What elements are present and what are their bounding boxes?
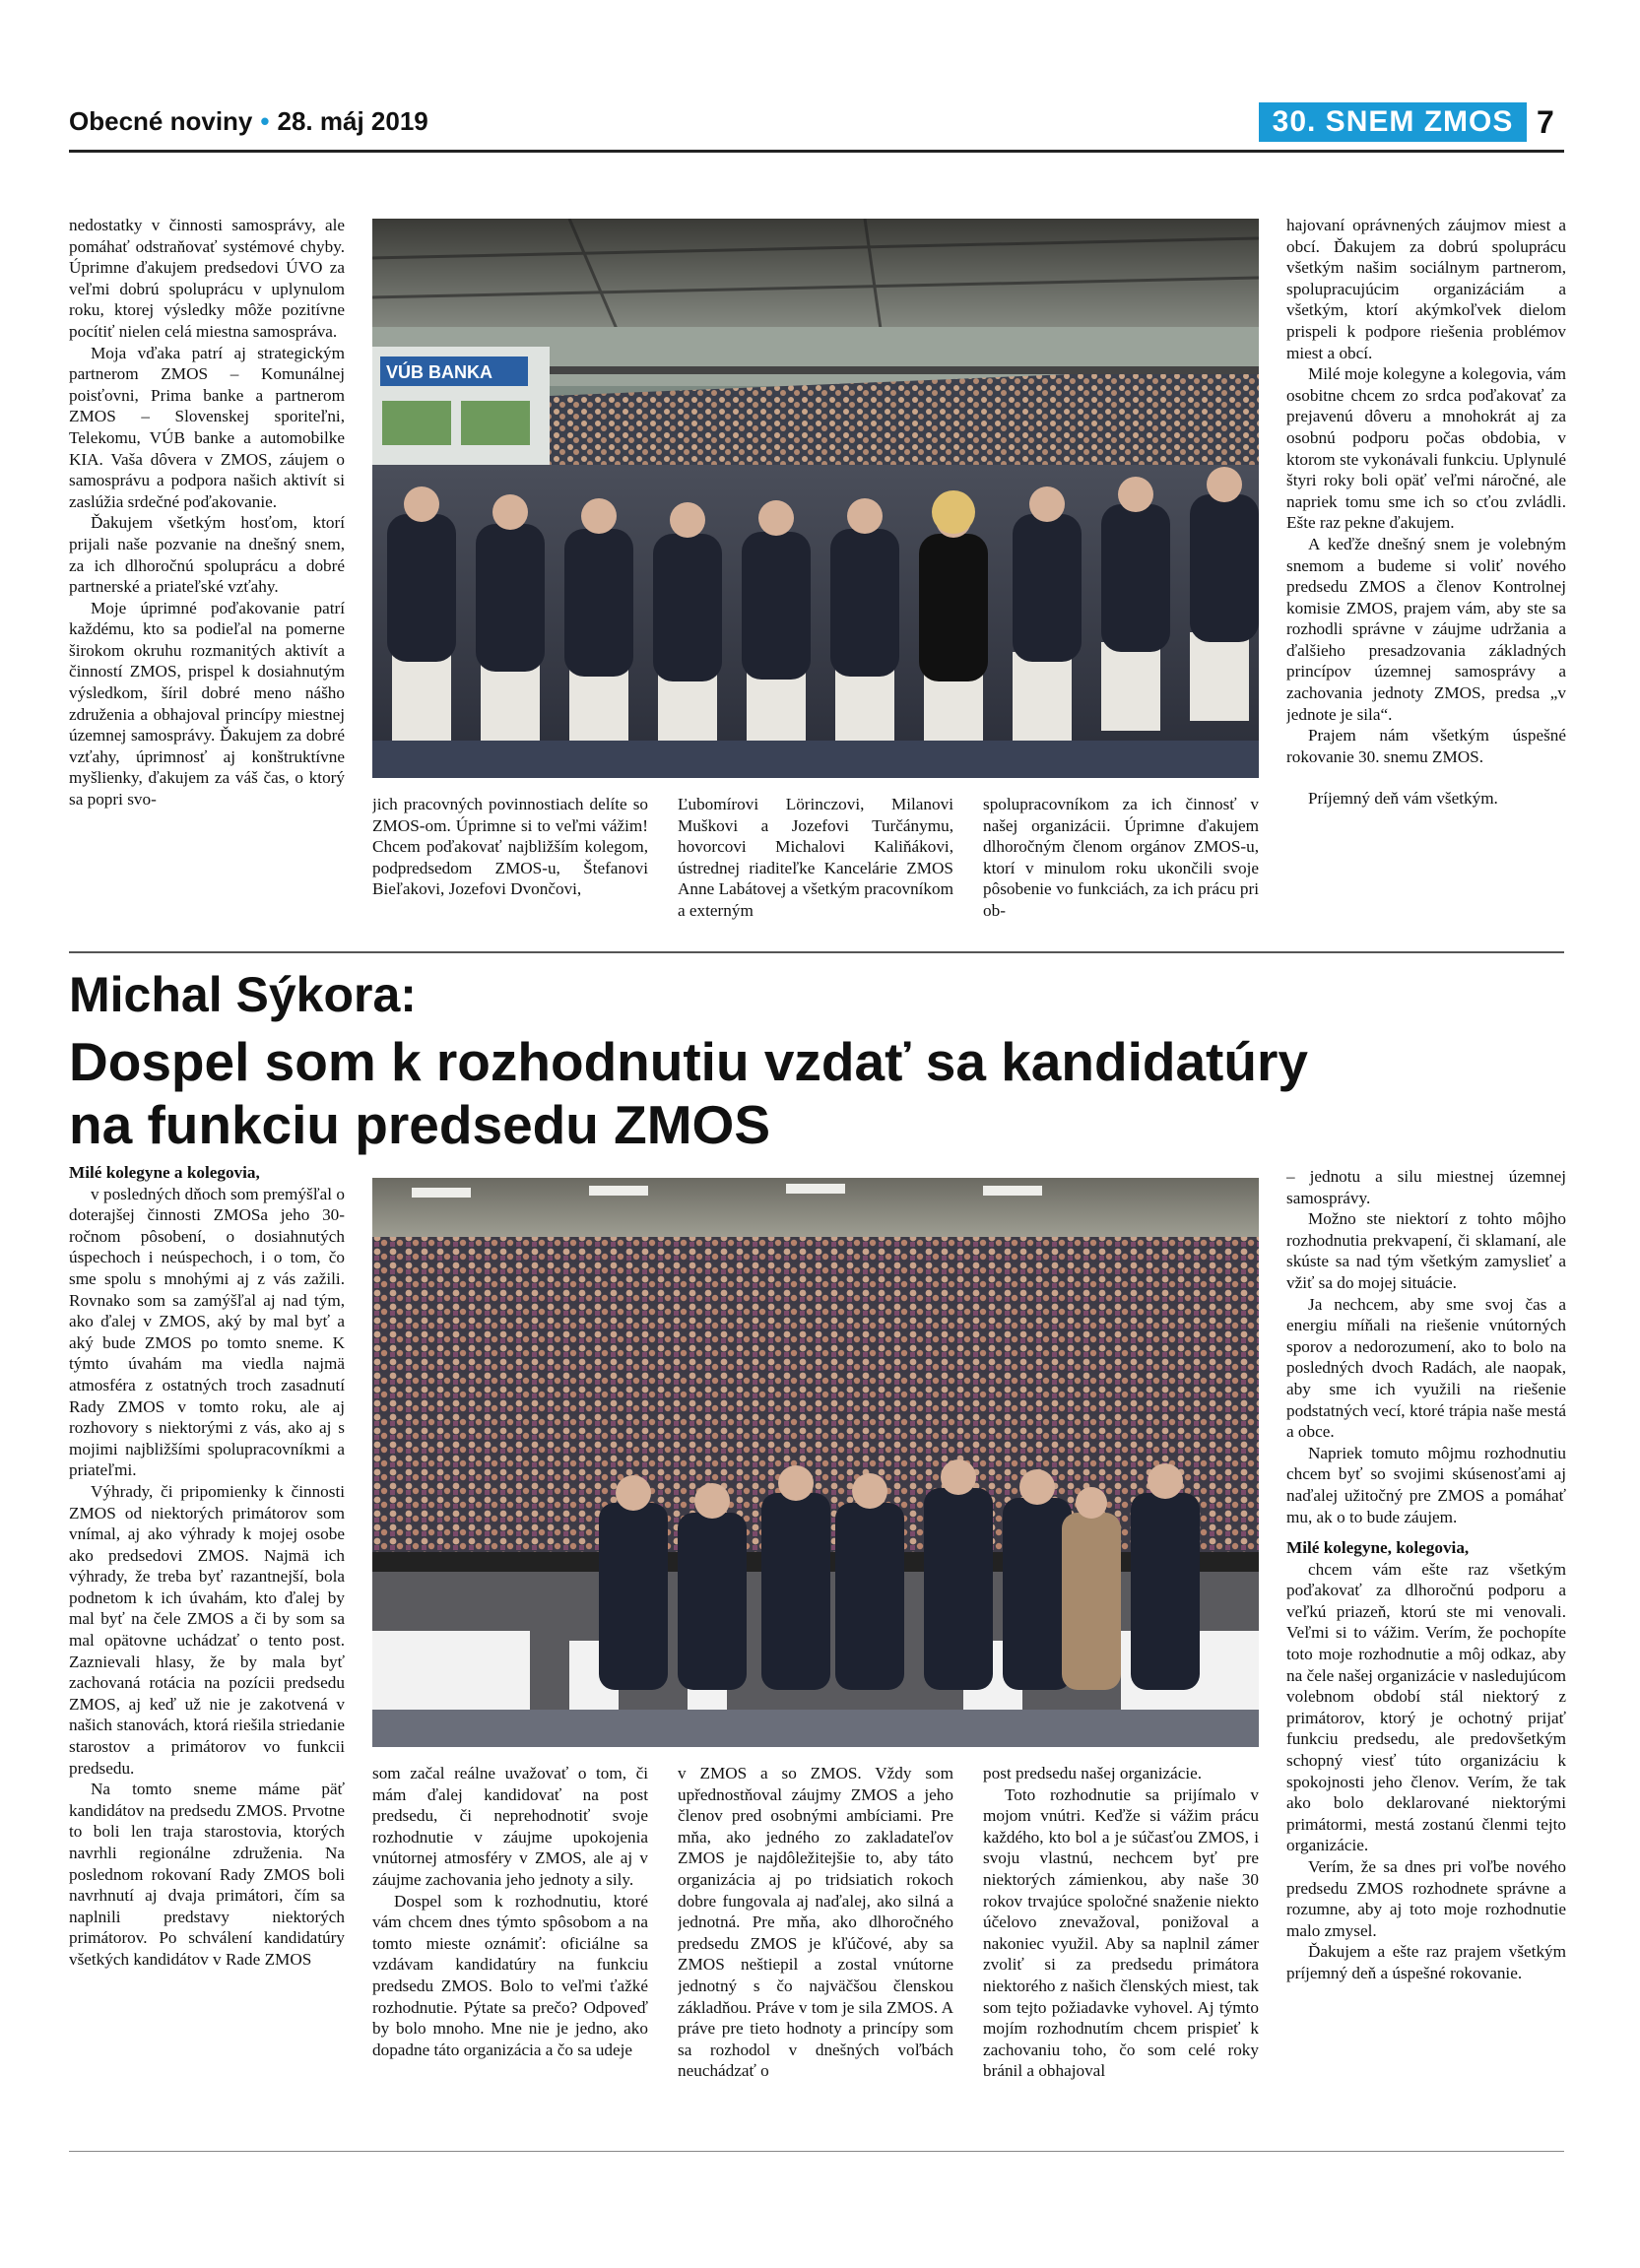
paragraph: jich pracovných povinnostiach delíte so ZMOS-om. Úprimne si to veľmi vážim! Chcem poďakovať najbližším kolegom, podpredsedom ZMOS-u, Štefanovi Bieľakovi, Jozefovi Dvončovi,: [372, 795, 648, 899]
article2-col-1: [69, 1162, 345, 2147]
article-headline: [69, 1030, 1546, 1156]
paragraph: hajovaní oprávnených záujmov miest a obcí. Ďakujem za dobrú spoluprácu všetkým našim sociálnym partnerom, spolupracujúcim organizáciám a všetkým, ktorí akýmkoľvek dielom prispeli k podpore riešenia problémov miest a obcí.: [1286, 216, 1566, 362]
newspaper-name: Obecné noviny: [69, 106, 253, 136]
paragraph: Moja vďaka patrí aj strategickým partnerom ZMOS – Komunálnej poisťovni, Prima banke a partnerom ZMOS – Slovenskej sporiteľni, Telekomu, VÚB banke a automobilke KIA. Vaša dôvera v ZMOS, záujem o samosprávu a podpora našich aktivít si zaslúžia srdečné poďakovanie.: [69, 343, 345, 511]
paragraph: Ďakujem všetkým hosťom, ktorí prijali naše pozvanie na dnešný snem, za ich dlhoročnú spoluprácu a dobré partnerské a priateľské vzťahy.: [69, 513, 345, 597]
issue-date: 28. máj 2019: [277, 106, 428, 136]
top-article-col-4: [983, 794, 1259, 946]
article2-col-5: [1286, 1166, 1566, 2141]
paragraph: Napriek tomuto môjmu rozhodnutiu chcem byť so svojimi skúsenosťami aj naďalej užitočný pre ZMOS a pomáhať mu, ak o to bude záujem.: [1286, 1443, 1566, 1526]
paragraph: Dospel som k rozhodnutiu, ktoré vám chcem dnes týmto spôsobom a na tomto mieste oznámiť: oficiálne sa vzdávam kandidatúry na funkciu predsedu ZMOS. Bolo to veľmi ťažké rozhodnutie. Pýtate sa prečo? Odpoveď by bolo mnoho. Mne nie je jedno, ako dopadne táto organizácia a čo sa udeje: [372, 1891, 648, 2059]
paragraph: som začal reálne uvažovať o tom, či mám ďalej kandidovať na post predsedu, či neprehodnotiť svoje rozhodnutie v záujme upokojenia vnútornej atmosféry v ZMOS, ale aj v záujme zachovania jeho jednoty a sily.: [372, 1764, 648, 1889]
header-rule: [69, 150, 1564, 153]
paragraph: Toto rozhodnutie sa prijímalo v mojom vnútri. Keďže si vážim prácu každého, kto bol a je súčasťou ZMOS, i svoju vlastnú, nechcem byť pre niektorých zámienkou, aby naše 30 rokov trvajúce spoločné snaženie niekto účelovo znevažoval, ponižoval a nakoniec využil. Aby sa naplnil zámer zvoliť si za predsedu primátora niektorého z našich členských miest, tak som tejto požiadavke vyhovel. Aj týmto mojím rozhodnutím chcem prispieť k zachovaniu toho, čo som celé roky bránil a obhajoval: [983, 1784, 1259, 2081]
paragraph: – jednotu a silu miestnej územnej samosprávy.: [1286, 1167, 1566, 1207]
bullet-separator: •: [260, 106, 270, 136]
salutation: Milé kolegyne, kolegovia,: [1286, 1538, 1470, 1558]
article-kicker: Michal Sýkora:: [69, 967, 417, 1022]
paragraph: post predsedu našej organizácie.: [983, 1764, 1203, 1782]
paragraph: A keďže dnešný snem je volebným snemom a budeme si voliť nového predsedu ZMOS a členov Kontrolnej komisie ZMOS, prajem vám, aby ste sa rozhodli správne v záujme udržania a ďalšieho presadzovania základných princípov územnej samosprávy a zachovania jednoty ZMOS, predsa „v jednote je sila“.: [1286, 534, 1566, 724]
footer-rule: [69, 2151, 1564, 2152]
paragraph: v ZMOS a so ZMOS. Vždy som upřednostňoval záujmy ZMOS a jeho členov pred osobnými ambíciami. Pre mňa, ako jedného zo zakladateľov ZMOS je najdôležitejšie to, aby táto organizácia aj po tridsiatich rokoch dobre fungovala aj naďalej, ako silná a jednotná. Pre mňa, ako dlhoročného predsedu ZMOS je kľúčové, aby sa ZMOS neštiepil a zostal vnútorne jednotný s čo najväčšou členskou základňou. Práve v tom je sila ZMOS. A práve pre tieto hodnoty a princípy som sa rozhodol v dnešných voľbách neuchádzať o: [678, 1764, 953, 2081]
top-article-col-2: [372, 794, 648, 946]
running-header: [69, 106, 428, 137]
conference-audience-photo: [372, 219, 1259, 778]
paragraph: Výhrady, či pripomienky k činnosti ZMOS od niektorých primátorov som vnímal, aj ako výhrady k mojej osobe ako predsedovi ZMOS. Najmä ich výhrady, že treba byť razantnejší, bola podnetom k ich úvahám, kto ďalej by mal byť na čele ZMOS a či by som sa mal opätovne uchádzať o tento post. Zaznievali hlasy, že by mala byť zachovaná rotácia na pozícii predsedu ZMOS, aj keď už nie je zakotvená v našich stanovách, ktorá riešila striedanie starostov a primátorov vo funkcii predsedu.: [69, 1481, 345, 1778]
article2-col-3: [678, 1763, 953, 2137]
paragraph: v posledných dňoch som premýšľal o doterajšej činnosti ZMOSa jeho 30-ročnom pôsobení, o dosiahnutých úspechoch i neúspechoch, i o tom, čo sme spolu s mnohými aj z vás zažili. Rovnako som sa zamýšľal aj nad tým, ako ďalej v ZMOS, aký by mal byť a aký bude ZMOS po tomto sneme. K týmto úvahám ma viedla najmä atmosféra z ostatných troch zasadnutí Rady ZMOS v tomto roku, ale aj rozhovory s niektorými z vás, ako aj s mojimi najbližšími spolupracovníkmi a priateľmi.: [69, 1184, 345, 1480]
page-number: 7: [1537, 104, 1554, 140]
paragraph: Milé moje kolegyne a kolegovia, vám osobitne chcem zo srdca poďakovať za prejavenú dôveru a mnohokrát aj za osobnú podporu počas obdobia, v ktorom ste vykonávali funkciu. Uplynulé štyri roky boli opäť veľmi náročné, ale napriek tomu sme ich so cťou zvládli. Ešte raz pekne ďakujem.: [1286, 364, 1566, 533]
salutation: Milé kolegyne a kolegovia,: [69, 1163, 260, 1182]
section-tag: 30. SNEM ZMOS: [1259, 102, 1527, 142]
paragraph: nedostatky v činnosti samosprávy, ale pomáhať odstraňovať systémové chyby. Úprimne ďakujem predsedovi ÚVO za veľmi dobrú spoluprácu v uplynulom roku, ktorej výsledky môže pozitívne pocítiť nielen celá miestna samospráva.: [69, 216, 345, 341]
headline-line-2: na funkciu predsedu ZMOS: [69, 1094, 771, 1155]
paragraph: chcem vám ešte raz všetkým poďakovať za dlhoročnú podporu a veľkú priazeň, ktorú ste mi venovali. Veľmi si to vážim. Verím, že pochopíte toto moje rozhodnutie a môj odkaz, aby na čele našej organizácie v nasledujúcom volebnom období stál niektorý z primátorov, ktorý je ochotný prijať funkciu predsedu, ale predovšetkým schopný viesť túto organizáciu k spokojnosti jeho členov. Verím, že tak ako bolo deklarované niektorými primátormi, mestá zostanú členmi tejto organizácie.: [1286, 1559, 1566, 1855]
section-divider: [69, 951, 1564, 953]
paragraph: spolupracovníkom za ich činnosť v našej organizácii. Úprimne ďakujem dlhoročným členom orgánov ZMOS-u, ktorí v minulom roku ukončili svoje pôsobenie vo funkciách, za ich prácu pri ob-: [983, 795, 1259, 920]
paragraph: Ľubomírovi Lörinczovi, Milanovi Muškovi a Jozefovi Turčánymu, hovorcovi Michalovi Kaliňákovi, ústrednej riaditeľke Kancelárie ZMOS Anne Labátovej a všetkým pracovníkom a externým: [678, 795, 953, 920]
paragraph: Možno ste niektorí z tohto môjho rozhodnutia prekvapení, či sklamaní, ale skúste sa nad tým všetkým zamyslieť a vžiť sa do mojej situácie.: [1286, 1209, 1566, 1292]
paragraph: Moje úprimné poďakovanie patrí každému, kto sa podieľal na pomerne širokom okruhu rozmanitých aktivít a činností ZMOS, prispel k dosiahnutým výsledkom, šíril dobré meno nášho združenia a obhajoval princípy miestnej územnej samosprávy. Ďakujem za dobré vzťahy, úprimnosť aj konštruktívne myšlienky, ďakujem za váš čas, o ktorý sa popri svo-: [69, 598, 345, 810]
standing-audience-photo: [372, 1178, 1259, 1747]
top-article-col-3: [678, 794, 953, 946]
banner-text: VÚB BANKA: [386, 362, 492, 382]
headline-line-1: Dospel som k rozhodnutiu vzdať sa kandidatúry: [69, 1031, 1308, 1092]
paragraph: Ja nechcem, aby sme svoj čas a energiu míňali na riešenie vnútorných sporov a nedorozumení, ako to bolo na posledných dvoch Radách, ale naopak, aby sme ich využili na riešenie podstatných vecí, ktoré trápia naše mestá a obce.: [1286, 1294, 1566, 1442]
paragraph: Príjemný deň vám všetkým.: [1308, 789, 1498, 809]
article2-col-2: [372, 1763, 648, 2137]
audience-photo-illustration: [372, 219, 1259, 778]
standing-photo-illustration: [372, 1178, 1259, 1747]
top-article-col-5: [1286, 215, 1566, 948]
paragraph: Na tomto sneme máme päť kandidátov na predsedu ZMOS. Prvotne to boli len traja starostovia, ktorých navrhli regionálne združenia. Na poslednom rokovaní Rady ZMOS boli navrhnutí aj dvaja primátori, čím sa naplnili predstavy niektorých primátorov. Po schválení kandidatúry všetkých kandidátov v Rade ZMOS: [69, 1780, 345, 1969]
paragraph: Verím, že sa dnes pri voľbe nového predsedu ZMOS rozhodnete správne a rozumne, aby aj toto moje rozhodnutie malo zmysel.: [1286, 1857, 1566, 1940]
article2-col-4: [983, 1763, 1259, 2137]
paragraph: Prajem nám všetkým úspešné rokovanie 30. snemu ZMOS.: [1286, 726, 1566, 766]
top-article-col-1: [69, 215, 345, 943]
paragraph: Ďakujem a ešte raz prajem všetkým príjemný deň a úspešné rokovanie.: [1286, 1942, 1566, 1982]
